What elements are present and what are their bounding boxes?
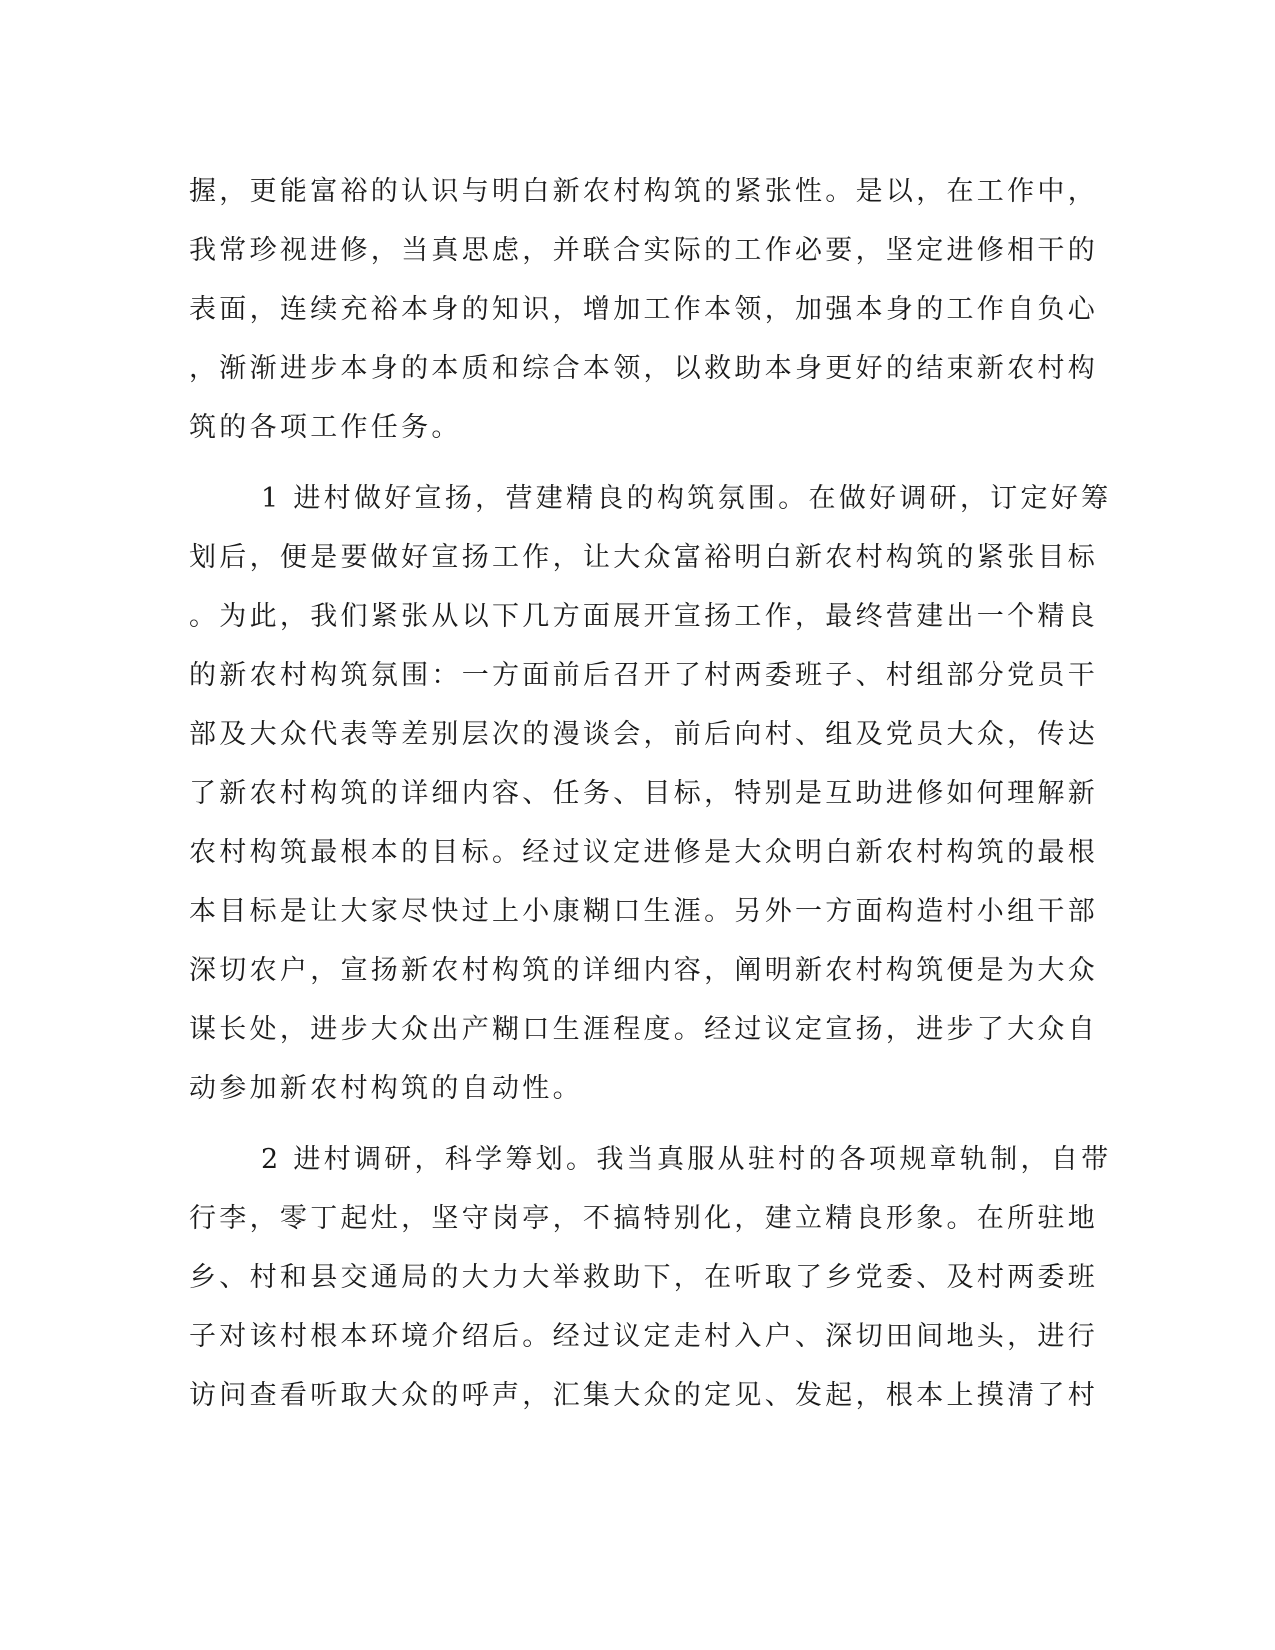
text-line: 了新农村构筑的详细内容、任务、目标，特别是互助进修如何理解新 <box>189 778 1098 809</box>
text-line: 2 进村调研，科学筹划。我当真服从驻村的各项规章轨制，自带 <box>261 1144 1112 1175</box>
text-line: 农村构筑最根本的目标。经过议定进修是大众明白新农村构筑的最根 <box>189 837 1098 868</box>
text-line: 行李，零丁起灶，坚守岗亭，不搞特别化，建立精良形象。在所驻地 <box>189 1203 1098 1234</box>
text-line: 本目标是让大家尽快过上小康糊口生涯。另外一方面构造村小组干部 <box>189 896 1098 927</box>
text-line: 。为此，我们紧张从以下几方面展开宣扬工作，最终营建出一个精良 <box>189 601 1098 632</box>
text-line: 乡、村和县交通局的大力大举救助下，在听取了乡党委、及村两委班 <box>189 1262 1098 1293</box>
text-line: ，渐渐进步本身的本质和综合本领，以救助本身更好的结束新农村构 <box>189 353 1098 384</box>
text-line: 部及大众代表等差别层次的漫谈会，前后向村、组及党员大众，传达 <box>189 719 1098 750</box>
text-line: 访问查看听取大众的呼声，汇集大众的定见、发起，根本上摸清了村 <box>189 1380 1098 1411</box>
paragraph-1 <box>189 162 1098 457</box>
paragraph-2 <box>189 469 1112 1118</box>
text-line: 的新农村构筑氛围：一方面前后召开了村两委班子、村组部分党员干 <box>189 660 1098 691</box>
text-line: 子对该村根本环境介绍后。经过议定走村入户、深切田间地头，进行 <box>189 1321 1098 1352</box>
text-line: 表面，连续充裕本身的知识，增加工作本领，加强本身的工作自负心 <box>189 294 1098 325</box>
text-line: 握，更能富裕的认识与明白新农村构筑的紧张性。是以，在工作中， <box>189 176 1098 207</box>
text-line: 深切农户，宣扬新农村构筑的详细内容，阐明新农村构筑便是为大众 <box>189 955 1098 986</box>
text-line: 划后，便是要做好宣扬工作，让大众富裕明白新农村构筑的紧张目标 <box>189 542 1098 573</box>
text-line: 筑的各项工作任务。 <box>189 412 462 443</box>
text-line: 谋长处，进步大众出产糊口生涯程度。经过议定宣扬，进步了大众自 <box>189 1014 1098 1045</box>
text-line: 我常珍视进修，当真思虑，并联合实际的工作必要，坚定进修相干的 <box>189 235 1098 266</box>
paragraph-3 <box>189 1130 1112 1425</box>
document-body <box>189 162 1112 1425</box>
text-line: 动参加新农村构筑的自动性。 <box>189 1073 583 1104</box>
text-line: 1 进村做好宣扬，营建精良的构筑氛围。在做好调研，订定好筹 <box>261 483 1112 514</box>
